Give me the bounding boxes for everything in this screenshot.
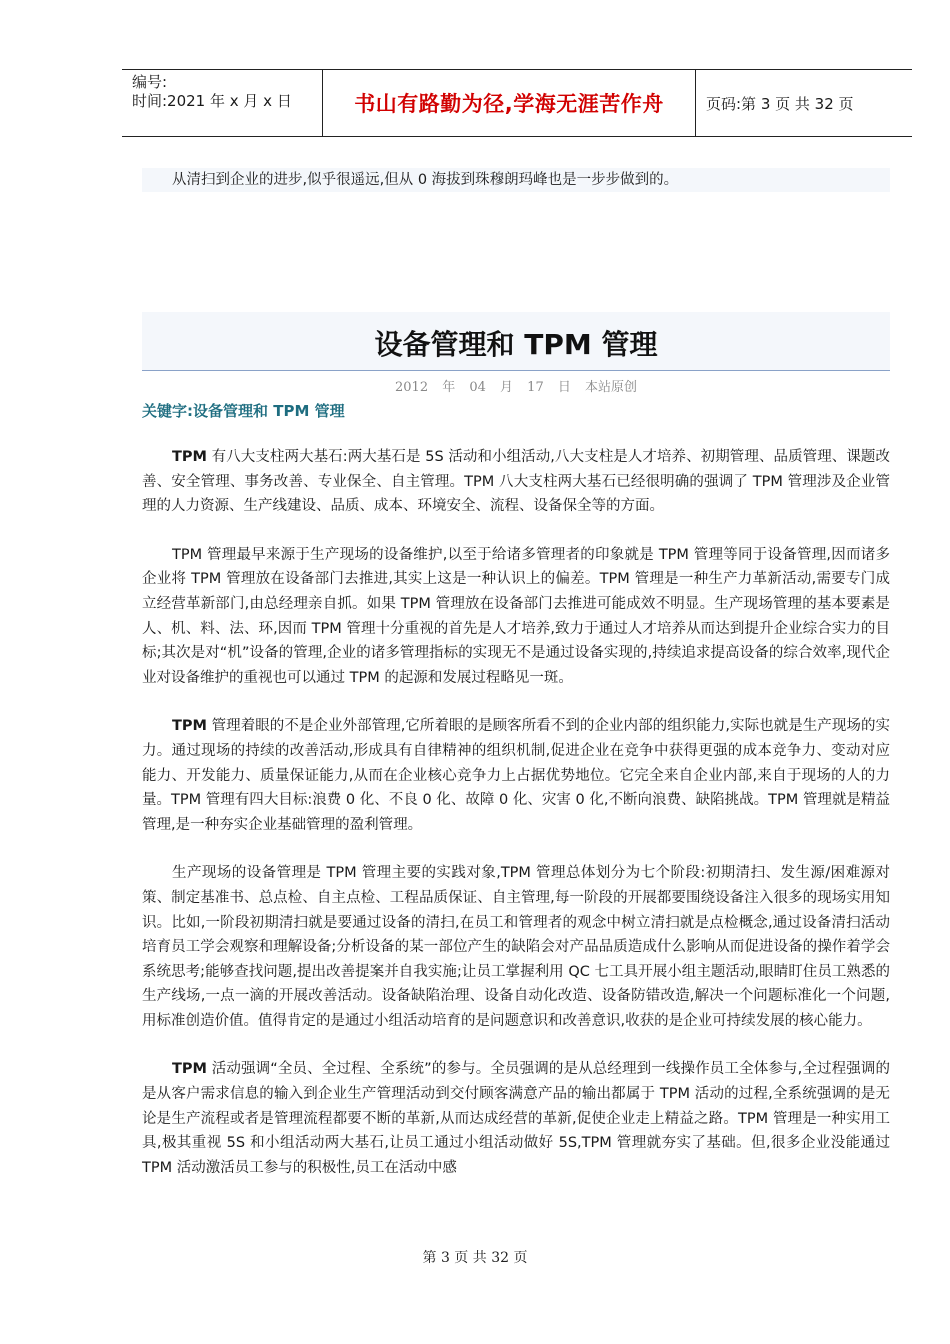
doc-time-label: 时间:2021 年 x 月 x 日	[132, 92, 292, 110]
paragraph-4	[142, 861, 890, 1033]
page-header	[122, 69, 912, 137]
header-motto-cell	[323, 70, 696, 136]
paragraph-text: 生产现场的设备管理是 TPM 管理主要的实践对象,TPM 管理总体划分为七个阶段:初期清扫、发生源/困难源对策、制定基准书、总点检、自主点检、工程品质保证、自主管理,每一阶段的开展都要围绕设备注入很多的现场实用知识。比如,一阶段初期清扫就是要通过设备的清扫,在员工和管理者的观念中树立清扫就是点检概念,通过设备清扫活动培育员工学会观察和理解设备;分析设备的某一部位产生的缺陷会对产品品质造成什么影响从而促进设备的操作着学会系统思考;能够查找问题,提出改善提案并自我实施;让员工掌握利用 QC 七工具开展小组主题活动,眼睛盯住员工熟悉的生产线场,一点一滴的开展改善活动。设备缺陷治理、设备自动化改造、设备防错改造,解决一个问题标准化一个问题,用标准创造价值。值得肯定的是通过小组活动培育的是问题意识和改善意识,收获的是企业可持续发展的核心能力。	[142, 865, 890, 1029]
paragraph-text: 有八大支柱两大基石:两大基石是 5S 活动和小组活动,八大支柱是人才培养、初期管理、品质管理、课题改善、安全管理、事务改善、专业保全、自主管理。TPM 八大支柱两大基石已经很明确的强调了 TPM 管理涉及企业管理的人力资源、生产线建设、品质、成本、环境安全、流程、设备保全等的方面。	[142, 449, 890, 515]
paragraph-1	[142, 445, 890, 519]
intro-line: 从清扫到企业的进步,似乎很遥远,但从 0 海拔到珠穆朗玛峰也是一步步做到的。	[142, 168, 890, 192]
paragraph-text: 活动强调“全员、全过程、全系统”的参与。全员强调的是从总经理到一线操作员工全体参与,全过程强调的是从客户需求信息的输入到企业生产管理活动到交付顾客满意产品的输出都属于 TPM 活动的过程,全系统强调的是无论是生产流程或者是管理流程都要不断的革新,从而达成经营的革新,促使企业走上精益之路。TPM 管理是一种实用工具,极其重视 5S 和小组活动两大基石,让员工通过小组活动做好 5S,TPM 管理就夯实了基础。但,很多企业没能通过 TPM 活动激活员工参与的积极性,员工在活动中感	[142, 1061, 890, 1176]
paragraph-text: TPM 管理最早来源于生产现场的设备维护,以至于给诸多管理者的印象就是 TPM 管理等同于设备管理,因而诸多企业将 TPM 管理放在设备部门去推进,其实上这是一种认识上的偏差。TPM 管理是一种生产力革新活动,需要专门成立经营革新部门,由总经理亲自抓。如果 TPM 管理放在设备部门去推进可能成效不明显。生产现场管理的基本要素是人、机、料、法、环,因而 TPM 管理十分重视的首先是人才培养,致力于通过人才培养从而达到提升企业综合实力的目标;其次是对“机”设备的管理,企业的诸多管理指标的实现无不是通过设备实现的,持续追求提高设备的综合效率,现代企业对设备维护的重视也可以通过 TPM 的起源和发展过程略见一斑。	[142, 546, 890, 686]
article-body	[142, 445, 890, 1176]
paragraph-lead: TPM	[172, 718, 207, 735]
header-page-code: 页码:第 3 页 共 32 页	[706, 94, 854, 113]
header-meta-cell	[122, 70, 323, 136]
article-keywords: 关键字:设备管理和 TPM 管理	[142, 402, 345, 420]
doc-code-label: 编号:	[132, 73, 168, 91]
paragraph-text: 管理着眼的不是企业外部管理,它所着眼的是顾客所看不到的企业内部的组织能力,实际也就是生产现场的实力。通过现场的持续的改善活动,形成具有自律精神的组织机制,促进企业在竞争中获得更强的成本竞争力、变动对应能力、开发能力、质量保证能力,从而在企业核心竞争力上占据优势地位。它完全来自企业内部,来自于现场的人的力量。TPM 管理有四大目标:浪费 0 化、不良 0 化、故障 0 化、灾害 0 化,不断向浪费、缺陷挑战。TPM 管理就是精益管理,是一种夯实企业基础管理的盈利管理。	[142, 718, 890, 833]
page-footer: 第 3 页 共 32 页	[422, 1250, 528, 1266]
article-title: 设备管理和 TPM 管理	[374, 328, 658, 361]
paragraph-3	[142, 714, 890, 837]
paragraph-lead: TPM	[172, 449, 207, 465]
article-meta: 2012 年 04 月 17 日 本站原创	[395, 380, 637, 395]
header-page-cell	[696, 70, 912, 136]
article-title-box	[142, 312, 890, 371]
paragraph-5	[142, 1057, 890, 1176]
paragraph-2	[142, 543, 890, 691]
header-motto: 书山有路勤为径,学海无涯苦作舟	[354, 92, 664, 116]
paragraph-lead: TPM	[172, 1061, 207, 1078]
